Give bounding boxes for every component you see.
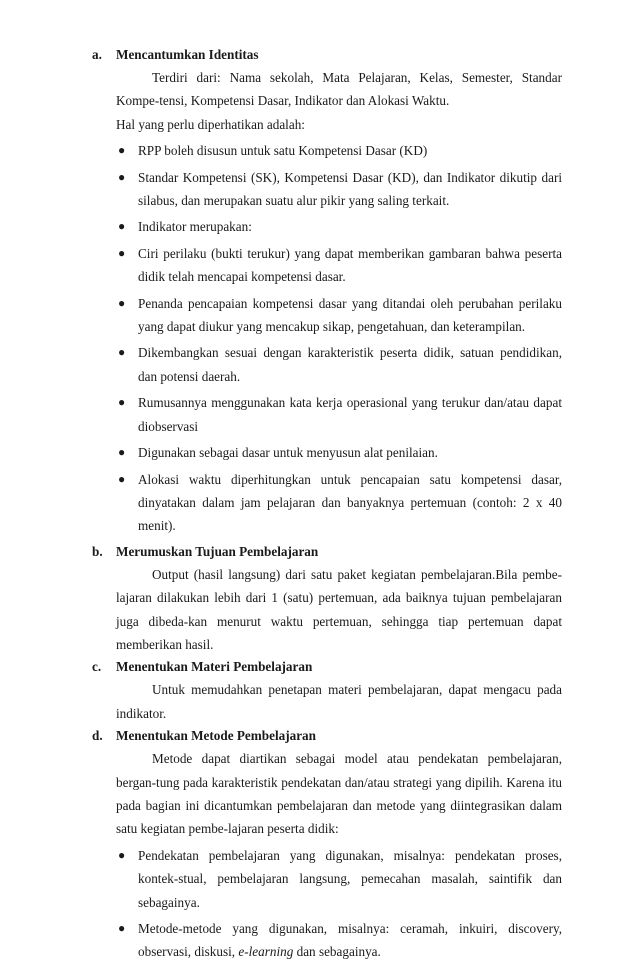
italic-term: e-learning bbox=[238, 944, 294, 960]
list-item: ● Penanda pencapaian kompetensi dasar yang ditandai oleh perubahan perilaku yang dapat diukur yang mencakup sikap, pengetahuan, dan keterampilan. bbox=[92, 292, 562, 339]
section-heading: Menentukan Metode Pembelajaran bbox=[116, 728, 316, 744]
bullet-icon: ● bbox=[118, 143, 126, 158]
section-a-paragraph: Terdiri dari: Nama sekolah, Mata Pelajaran, Kelas, Semester, Standar Kompe-tensi, Kompetensi Dasar, Indikator dan Alokasi Waktu. bbox=[116, 70, 562, 109]
section-d-bullet-list bbox=[92, 844, 562, 964]
section-c-paragraph: Untuk memudahkan penetapan materi pembelajaran, dapat mengacu pada indikator. bbox=[116, 682, 562, 721]
list-item: ● Alokasi waktu diperhitungkan untuk pencapaian satu kompetensi dasar, dinyatakan dalam jam pelajaran dan banyaknya pertemuan (contoh: 2 x 40 menit). bbox=[92, 468, 562, 538]
bullet-icon: ● bbox=[118, 245, 126, 260]
list-item: ● Digunakan sebagai dasar untuk menyusun alat penilaian. bbox=[92, 441, 562, 464]
bullet-icon: ● bbox=[118, 169, 126, 184]
section-letter: d. bbox=[92, 728, 103, 744]
list-item: ● Dikembangkan sesuai dengan karakteristik peserta didik, satuan pendidikan, dan potensi daerah. bbox=[92, 341, 562, 388]
section-letter: a. bbox=[92, 47, 102, 62]
section-d-paragraph: Metode dapat diartikan sebagai model atau pendekatan pembelajaran, bergan-tung pada karakteristik pendekatan dan/atau strategi yang dipilih. Karena itu pada bagian ini dicantumkan pembelajaran dan metode yang diintegrasikan dalam satu kegiatan pembe-lajaran peserta didik: bbox=[116, 751, 562, 837]
section-d-title bbox=[92, 725, 562, 747]
section-letter: c. bbox=[92, 659, 102, 675]
section-a-title bbox=[92, 44, 562, 66]
section-heading: Merumuskan Tujuan Pembelajaran bbox=[116, 543, 319, 559]
section-heading: Menentukan Materi Pembelajaran bbox=[116, 659, 313, 675]
list-item: ● Rumusannya menggunakan kata kerja operasional yang terukur dan/atau dapat diobservasi bbox=[92, 391, 562, 438]
list-item: ● Pendekatan pembelajaran yang digunakan, misalnya: pendekatan proses, kontek-stual, pembelajaran langsung, pemecahan masalah, saintifik dan sebagainya. bbox=[92, 844, 562, 914]
bullet-icon: ● bbox=[118, 219, 126, 234]
bullet-icon: ● bbox=[118, 921, 126, 935]
bullet-icon: ● bbox=[118, 471, 126, 486]
list-item: ● RPP boleh disusun untuk satu Kompetensi Dasar (KD) bbox=[92, 139, 562, 162]
section-c-title bbox=[92, 656, 562, 678]
section-b-paragraph: Output (hasil langsung) dari satu paket kegiatan pembelajaran.Bila pembe-lajaran dilakukan lebih dari 1 (satu) pertemuan, ada baiknya tujuan pembelajaran juga dibeda-kan menurut waktu pertemuan, sehingga tiap pertemuan dapat memberikan hasil. bbox=[116, 566, 562, 652]
list-item: ● Indikator merupakan: bbox=[92, 215, 562, 238]
bullet-icon: ● bbox=[118, 395, 126, 410]
bullet-icon: ● bbox=[118, 345, 126, 360]
section-heading: Mencantumkan Identitas bbox=[116, 47, 259, 62]
bullet-icon: ● bbox=[118, 847, 126, 862]
list-item: ● Metode-metode yang digunakan, misalnya: ceramah, inkuiri, discovery, observasi, diskusi, e-learning dan sebagainya. bbox=[92, 917, 562, 964]
bullet-icon: ● bbox=[118, 295, 126, 310]
list-item: ● Ciri perilaku (bukti terukur) yang dapat memberikan gambaran bahwa peserta didik telah mencapai kompetensi dasar. bbox=[92, 242, 562, 289]
bullet-icon: ● bbox=[118, 445, 126, 460]
section-a-note: Hal yang perlu diperhatikan adalah: bbox=[116, 116, 305, 132]
section-a-bullet-list bbox=[92, 139, 562, 538]
list-item: ● Standar Kompetensi (SK), Kompetensi Dasar (KD), dan Indikator dikutip dari silabus, dan merupakan suatu alur pikir yang saling terkait. bbox=[92, 166, 562, 213]
section-letter: b. bbox=[92, 543, 103, 559]
document-content bbox=[92, 44, 562, 967]
section-b-title bbox=[92, 541, 562, 563]
